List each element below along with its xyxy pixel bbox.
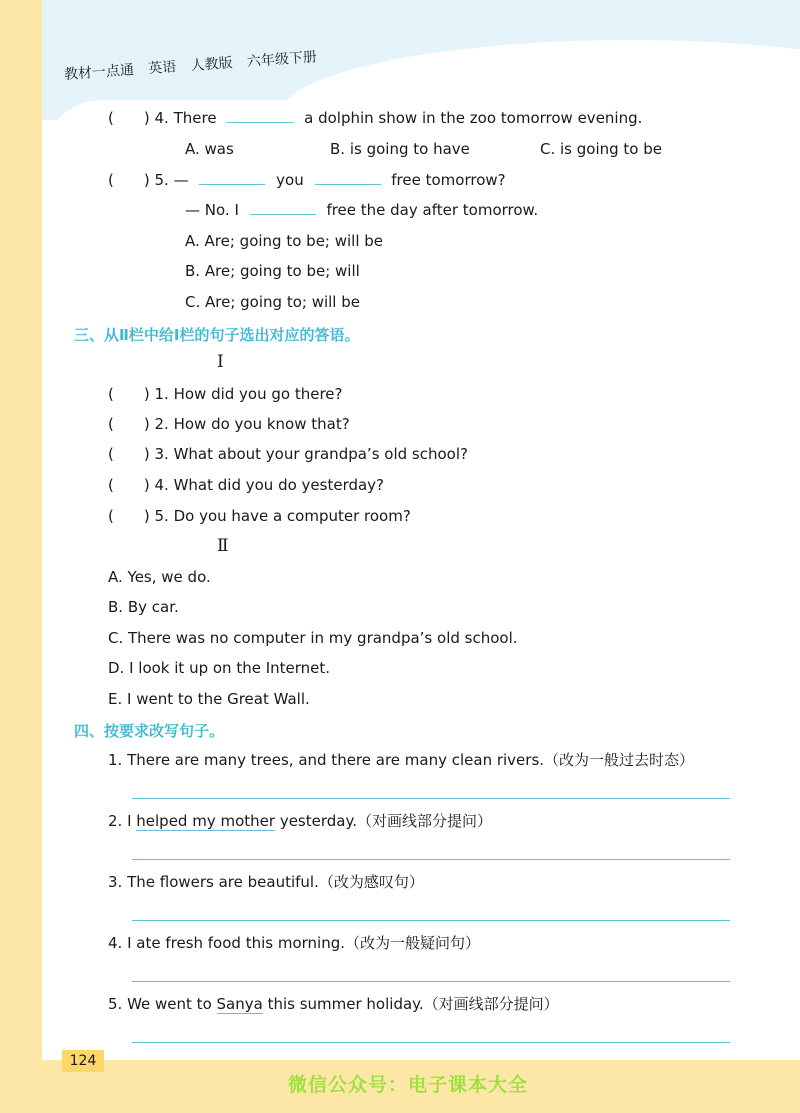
q5-blank-1: [199, 170, 265, 185]
q5-tail: free tomorrow?: [391, 171, 506, 189]
section3-col1: Ⅰ: [217, 352, 224, 372]
s3-q5-paren: ( ): [108, 507, 150, 525]
s4-item-5: [108, 994, 559, 1014]
q5-paren: ( ): [108, 171, 150, 189]
q5-blank-3: [250, 200, 316, 215]
left-margin-band: [0, 0, 42, 1113]
s4-item-4: 4. I ate fresh food this morning.（改为一般疑问句）: [108, 934, 481, 952]
q5-option-a: A. Are; going to be; will be: [185, 232, 384, 250]
s4-answer-line-3[interactable]: [132, 920, 730, 921]
s3-question-4: [108, 475, 384, 495]
q5-option-c: C. Are; going to; will be: [185, 293, 360, 311]
header-book: 教材一点通: [63, 62, 135, 83]
q4-blank: [227, 108, 293, 123]
s3-answer-e: E. I went to the Great Wall.: [108, 690, 310, 708]
s3-answer-d: D. I look it up on the Internet.: [108, 659, 331, 677]
q4-option-a: A. was: [185, 140, 234, 158]
s3-q1-text: 1. How did you go there?: [154, 385, 343, 403]
s3-q2-text: 2. How do you know that?: [154, 415, 350, 433]
s3-question-2: [108, 414, 350, 434]
header-grade: 六年级下册: [246, 49, 318, 71]
q4-option-b: B. is going to have: [330, 140, 470, 158]
q5-you: you: [276, 171, 304, 189]
s3-answer-a: A. Yes, we do.: [108, 568, 211, 586]
s3-q2-paren: ( ): [108, 415, 150, 433]
s4-answer-line-5[interactable]: [132, 1042, 730, 1043]
page-number: 124: [62, 1050, 104, 1072]
s4-answer-line-1[interactable]: [132, 798, 730, 799]
s3-answer-c: C. There was no computer in my grandpa’s old school.: [108, 629, 518, 647]
s4-i2-b: yesterday.（对画线部分提问）: [275, 812, 492, 830]
q5-line: [108, 170, 506, 190]
s4-item-3: 3. The flowers are beautiful.（改为感叹句）: [108, 873, 424, 891]
q4-line: [108, 108, 642, 128]
s3-q5-text: 5. Do you have a computer room?: [154, 507, 411, 525]
s4-item-1: 1. There are many trees, and there are many clean rivers.（改为一般过去时态）: [108, 751, 695, 769]
q5-blank-2: [315, 170, 381, 185]
q5-line2-start: — No. I: [185, 201, 239, 219]
s4-i5-b: this summer holiday.（对画线部分提问）: [262, 995, 559, 1013]
q5-line2-end: free the day after tomorrow.: [326, 201, 539, 219]
q4-before: There: [173, 109, 217, 127]
q4-after: a dolphin show in the zoo tomorrow evening.: [304, 109, 643, 127]
q5-dash: —: [173, 171, 189, 189]
s3-question-3: [108, 444, 468, 464]
q4-option-c: C. is going to be: [540, 140, 662, 158]
s4-answer-line-2[interactable]: [132, 859, 730, 860]
s3-question-1: [108, 384, 343, 404]
s3-q4-paren: ( ): [108, 476, 150, 494]
s3-question-5: [108, 506, 411, 526]
s4-item-2: [108, 811, 492, 831]
s4-i5-underlined: Sanya: [216, 995, 263, 1013]
s3-q1-paren: ( ): [108, 385, 150, 403]
s3-q3-text: 3. What about your grandpa’s old school?: [154, 445, 468, 463]
s4-i2-a: 2. I: [108, 812, 137, 830]
section3-title: 三、从Ⅱ栏中给Ⅰ栏的句子选出对应的答语。: [74, 326, 360, 344]
s3-q4-text: 4. What did you do yesterday?: [154, 476, 385, 494]
section3-col2: Ⅱ: [217, 536, 229, 556]
s4-answer-line-4[interactable]: [132, 981, 730, 982]
header-edition: 人教版: [190, 55, 234, 75]
q4-num: 4.: [154, 109, 169, 127]
q5-line2: [185, 200, 538, 220]
s4-i2-underlined: helped my mother: [136, 812, 276, 830]
s3-q3-paren: ( ): [108, 445, 150, 463]
q5-num: 5.: [154, 171, 169, 189]
section4-title: 四、按要求改写句子。: [74, 722, 225, 740]
header-subject: 英语: [147, 59, 177, 78]
q4-paren: ( ): [108, 109, 150, 127]
s3-answer-b: B. By car.: [108, 598, 179, 616]
watermark: 微信公众号：电子课本大全: [288, 1074, 529, 1096]
s4-i5-a: 5. We went to: [108, 995, 217, 1013]
q5-option-b: B. Are; going to be; will: [185, 262, 360, 280]
